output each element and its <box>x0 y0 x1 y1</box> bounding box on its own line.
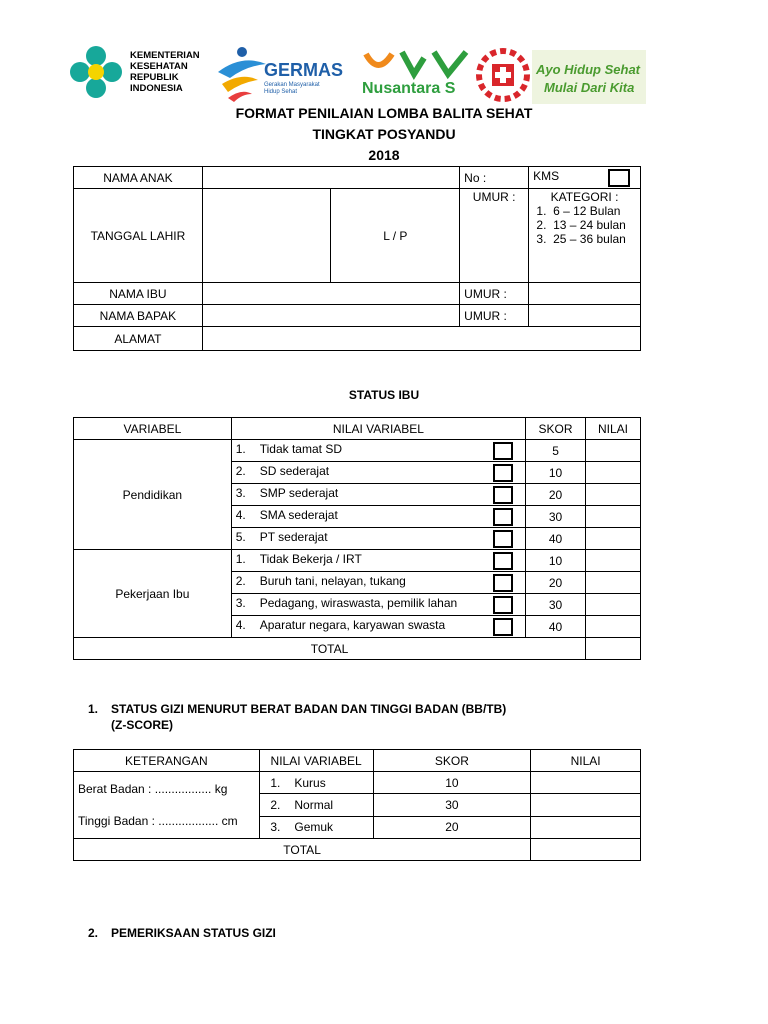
pekerjaan-checkbox-1[interactable] <box>493 552 513 570</box>
umur-ibu-label: UMUR : <box>460 283 529 305</box>
umur-bapak-label: UMUR : <box>460 305 529 327</box>
gizi-header-keterangan: KETERANGAN <box>74 750 260 772</box>
pendidikan-checkbox-2[interactable] <box>493 464 513 482</box>
status-ibu-title: STATUS IBU <box>348 388 420 402</box>
pendidikan-skor-2: 10 <box>526 462 586 484</box>
pendidikan-nilai-2[interactable] <box>586 462 641 484</box>
umur-anak-label: UMUR : <box>460 189 529 283</box>
germas-logo-text: GERMAS <box>264 60 344 80</box>
kategori-label: KATEGORI : <box>550 190 619 204</box>
pendidikan-option-4: 4. SMA sederajat <box>231 506 525 528</box>
pemeriksaan-section-title: PEMERIKSAAN STATUS GIZI <box>111 926 276 940</box>
gizi-section-title: STATUS GIZI MENURUT BERAT BADAN DAN TINGGI BADAN (BB/TB) <box>111 702 507 716</box>
gizi-header-nilai-variabel: NILAI VARIABEL <box>259 750 373 772</box>
pemeriksaan-section-number: 2. <box>88 926 99 940</box>
pekerjaan-nilai-3[interactable] <box>586 594 641 616</box>
pendidikan-checkbox-4[interactable] <box>493 508 513 526</box>
header-skor: SKOR <box>526 418 586 440</box>
pekerjaan-option-1: 1. Tidak Bekerja / IRT <box>231 550 525 572</box>
pekerjaan-skor-4: 40 <box>526 616 586 638</box>
pekerjaan-checkbox-4[interactable] <box>493 618 513 636</box>
pendidikan-option-1: 1. Tidak tamat SD <box>231 440 525 462</box>
gizi-keterangan-cell <box>74 772 260 839</box>
kategori-item-2: 2. 13 – 24 bulan <box>533 218 626 232</box>
germas-logo-icon <box>212 44 270 102</box>
pekerjaan-label: Pekerjaan Ibu <box>74 550 232 638</box>
hkn-logo-icon <box>476 48 530 102</box>
gizi-nilai-1[interactable] <box>531 772 641 794</box>
gizi-section-subtitle: (Z-SCORE) <box>111 718 173 732</box>
pendidikan-checkbox-3[interactable] <box>493 486 513 504</box>
pendidikan-skor-5: 40 <box>526 528 586 550</box>
pendidikan-skor-4: 30 <box>526 506 586 528</box>
gizi-skor-3: 20 <box>373 816 531 838</box>
pekerjaan-checkbox-2[interactable] <box>493 574 513 592</box>
kategori-cell <box>529 189 641 283</box>
gizi-option-1: 1. Kurus <box>259 772 373 794</box>
gizi-total-field[interactable] <box>531 839 641 861</box>
pendidikan-label: Pendidikan <box>74 440 232 550</box>
pekerjaan-skor-2: 20 <box>526 572 586 594</box>
pekerjaan-skor-1: 10 <box>526 550 586 572</box>
nama-ibu-label: NAMA IBU <box>74 283 203 305</box>
tinggi-badan-field[interactable]: Tinggi Badan : .................. cm <box>78 814 238 828</box>
kategori-item-1: 1. 6 – 12 Bulan <box>533 204 621 218</box>
header-nilai-variabel: NILAI VARIABEL <box>231 418 525 440</box>
logo-bar <box>66 42 646 104</box>
kemenkes-logo-icon <box>66 42 126 102</box>
alamat-label: ALAMAT <box>74 327 203 351</box>
umur-bapak-field[interactable] <box>529 305 641 327</box>
gizi-section-number: 1. <box>88 702 99 716</box>
kms-cell <box>529 167 641 189</box>
status-ibu-total-field[interactable] <box>586 638 641 660</box>
pendidikan-nilai-3[interactable] <box>586 484 641 506</box>
pekerjaan-option-4: 4. Aparatur negara, karyawan swasta <box>231 616 525 638</box>
pekerjaan-checkbox-3[interactable] <box>493 596 513 614</box>
nama-anak-field[interactable] <box>202 167 459 189</box>
ayo-hidup-sehat-line2: Mulai Dari Kita <box>544 80 635 95</box>
kms-checkbox[interactable] <box>608 169 630 187</box>
identity-table <box>73 166 641 351</box>
gizi-skor-1: 10 <box>373 772 531 794</box>
gizi-nilai-2[interactable] <box>531 794 641 816</box>
alamat-field[interactable] <box>202 327 640 351</box>
pekerjaan-option-2: 2. Buruh tani, nelayan, tukang <box>231 572 525 594</box>
gizi-nilai-3[interactable] <box>531 816 641 838</box>
gizi-total-label: TOTAL <box>74 839 531 861</box>
germas-logo-subtitle: Gerakan Masyarakat Hidup Sehat <box>264 82 320 95</box>
tanggal-lahir-label: TANGGAL LAHIR <box>74 189 203 283</box>
gizi-table <box>73 749 641 861</box>
status-ibu-total-label: TOTAL <box>74 638 586 660</box>
pekerjaan-nilai-2[interactable] <box>586 572 641 594</box>
pekerjaan-nilai-1[interactable] <box>586 550 641 572</box>
pendidikan-nilai-4[interactable] <box>586 506 641 528</box>
ayo-hidup-sehat-line1: Ayo Hidup Sehat <box>536 62 641 77</box>
page-title-line2: TINGKAT POSYANDU <box>312 126 456 142</box>
pendidikan-skor-3: 20 <box>526 484 586 506</box>
pendidikan-checkbox-1[interactable] <box>493 442 513 460</box>
nusantara-sehat-logo-icon <box>362 48 474 80</box>
pendidikan-option-2: 2. SD sederajat <box>231 462 525 484</box>
umur-ibu-field[interactable] <box>529 283 641 305</box>
pendidikan-option-5: 5. PT sederajat <box>231 528 525 550</box>
ayo-hidup-sehat-banner <box>532 50 646 104</box>
header-variabel: VARIABEL <box>74 418 232 440</box>
page-title-year: 2018 <box>368 147 400 163</box>
pendidikan-option-3: 3. SMP sederajat <box>231 484 525 506</box>
gizi-header-skor: SKOR <box>373 750 531 772</box>
gizi-header-nilai: NILAI <box>531 750 641 772</box>
header-nilai: NILAI <box>586 418 641 440</box>
nama-bapak-field[interactable] <box>202 305 459 327</box>
gender-label: L / P <box>331 189 460 283</box>
pendidikan-skor-1: 5 <box>526 440 586 462</box>
kategori-item-3: 3. 25 – 36 bulan <box>533 232 626 246</box>
page-title-line1: FORMAT PENILAIAN LOMBA BALITA SEHAT <box>235 105 533 121</box>
nusantara-sehat-logo-text: Nusantara S <box>362 80 456 97</box>
pekerjaan-nilai-4[interactable] <box>586 616 641 638</box>
no-label: No : <box>460 167 529 189</box>
nama-anak-label: NAMA ANAK <box>74 167 203 189</box>
pendidikan-checkbox-5[interactable] <box>493 530 513 548</box>
pendidikan-nilai-1[interactable] <box>586 440 641 462</box>
tanggal-lahir-field[interactable] <box>202 189 331 283</box>
gizi-option-3: 3. Gemuk <box>259 816 373 838</box>
nama-bapak-label: NAMA BAPAK <box>74 305 203 327</box>
berat-badan-field[interactable]: Berat Badan : ................. kg <box>78 782 228 796</box>
pendidikan-nilai-5[interactable] <box>586 528 641 550</box>
kemenkes-logo-text: KEMENTERIAN KESEHATAN REPUBLIK INDONESIA <box>130 50 200 94</box>
nama-ibu-field[interactable] <box>202 283 459 305</box>
pekerjaan-option-3: 3. Pedagang, wiraswasta, pemilik lahan <box>231 594 525 616</box>
gizi-option-2: 2. Normal <box>259 794 373 816</box>
kms-label: KMS <box>533 168 560 183</box>
status-ibu-table <box>73 417 641 660</box>
gizi-skor-2: 30 <box>373 794 531 816</box>
pekerjaan-skor-3: 30 <box>526 594 586 616</box>
